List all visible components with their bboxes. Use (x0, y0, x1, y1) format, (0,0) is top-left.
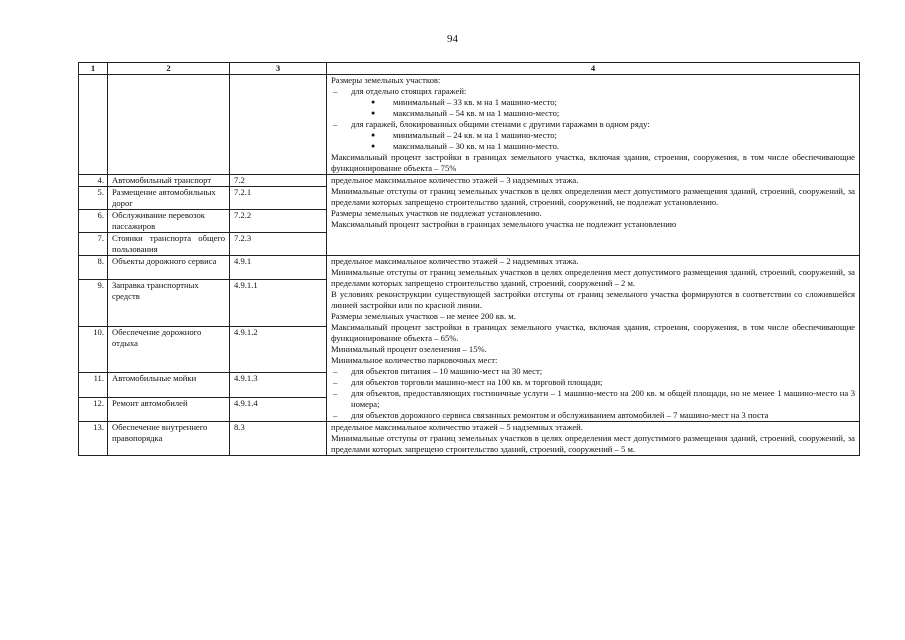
column-header: 4 (327, 63, 860, 75)
number-cell: 10. (79, 326, 108, 373)
table-row (79, 75, 860, 175)
column-header: 1 (79, 63, 108, 75)
code-cell: 7.2.2 (230, 210, 327, 233)
name-cell: Объекты дорожного сервиса (108, 256, 230, 280)
dash-mark: – (333, 410, 338, 420)
regulations-table (78, 62, 860, 456)
code-cell: 4.9.1 (230, 256, 327, 280)
name-cell: Размещение автомобильных дорог (108, 187, 230, 210)
name-cell: Автомобильные мойки (108, 373, 230, 397)
paragraph: предельное максимальное количество этажей – 2 надземных этажа. (331, 256, 579, 266)
bullet-text: максимальный – 30 кв. м на 1 машино-место. (393, 141, 560, 151)
number-cell: 5. (79, 187, 108, 210)
paragraph: Максимальный процент застройки в границах земельного участка, включая здания, строения, сооружения, в том числе обеспечивающие функционирование объекта – 75% (331, 152, 855, 173)
parameters-cell (327, 422, 860, 456)
code-cell: 4.9.1.2 (230, 326, 327, 373)
bullet-item (331, 130, 855, 141)
paragraph: Минимальные отступы от границ земельных участков в целях определения мест допустимого размещения зданий, строений, сооружений, за пределами которых запрещено строительство зданий, строений, сооружений – 2 м. (331, 267, 855, 288)
name-cell: Ремонт автомобилей (108, 397, 230, 421)
bullet-icon: ● (371, 131, 376, 139)
name-cell: Заправка транспортных средств (108, 280, 230, 327)
bullet-item (331, 141, 855, 152)
dash-item (331, 366, 855, 377)
column-header: 3 (230, 63, 327, 75)
table-row (79, 422, 860, 456)
code-cell: 4.9.1.3 (230, 373, 327, 397)
name-cell: Автомобильный транспорт (108, 175, 230, 187)
parameters-cell (327, 256, 860, 422)
paragraph: Размеры земельных участков не подлежат установлению. (331, 208, 542, 218)
table-header-row (79, 63, 860, 75)
paragraph: Размеры земельных участков – не менее 200 кв. м. (331, 311, 516, 321)
dash-text: для объектов питания – 10 машино-мест на 30 мест; (351, 366, 543, 376)
dash-text: для объектов торговли машино-мест на 100 кв. м торговой площади; (351, 377, 603, 387)
paragraph: Минимальные отступы от границ земельных участков в целях определения мест допустимого размещения зданий, строений, сооружений, за пределами которых запрещено строительство зданий, строений, сооружений – 5 м. (331, 433, 855, 454)
bullet-text: максимальный – 54 кв. м на 1 машино-место; (393, 108, 560, 118)
dash-item (331, 119, 855, 130)
name-cell: Обслуживание перевозок пассажиров (108, 210, 230, 233)
bullet-text: минимальный – 33 кв. м на 1 машино-место; (393, 97, 557, 107)
paragraph: Размеры земельных участков: (331, 75, 441, 85)
bullet-item (331, 108, 855, 119)
bullet-text: минимальный – 24 кв. м на 1 машино-место; (393, 130, 557, 140)
number-cell: 4. (79, 175, 108, 187)
code-cell: 7.2 (230, 175, 327, 187)
bullet-icon: ● (371, 109, 376, 117)
dash-mark: – (333, 388, 338, 398)
number-cell: 13. (79, 422, 108, 456)
parameters-cell (327, 175, 860, 256)
number-cell: 11. (79, 373, 108, 397)
number-cell: 8. (79, 256, 108, 280)
number-cell: 7. (79, 233, 108, 256)
name-cell: Стоянки транспорта общего пользования (108, 233, 230, 256)
table-row (79, 256, 860, 280)
paragraph: Максимальный процент застройки в границах земельного участка не подлежит установлению (331, 219, 677, 229)
code-cell: 8.3 (230, 422, 327, 456)
paragraph: Минимальный процент озеленения – 15%. (331, 344, 487, 354)
paragraph: Минимальное количество парковочных мест: (331, 355, 498, 365)
number-cell: 6. (79, 210, 108, 233)
table-row (79, 175, 860, 187)
dash-text: для отдельно стоящих гаражей: (351, 86, 467, 96)
paragraph: предельное максимальное количество этажей – 5 надземных этажей. (331, 422, 583, 432)
paragraph: Максимальный процент застройки в границах земельного участка, включая здания, строения, сооружения, в том числе обеспечивающие функционирование объекта – 65%. (331, 322, 855, 343)
parameters-cell (327, 75, 860, 175)
name-cell: Обеспечение внутреннего правопорядка (108, 422, 230, 456)
code-cell: 7.2.3 (230, 233, 327, 256)
dash-mark: – (333, 377, 338, 387)
name-cell (108, 75, 230, 175)
paragraph: Минимальные отступы от границ земельных участков в целях определения мест допустимого размещения зданий, строений, сооружений, за пределами которых запрещено строительство зданий, строений, сооружений, не подлежат установлению. (331, 186, 855, 207)
number-cell: 9. (79, 280, 108, 327)
number-cell (79, 75, 108, 175)
dash-text: для гаражей, блокированных общими стенами с другими гаражами в одном ряду: (351, 119, 650, 129)
bullet-icon: ● (371, 142, 376, 150)
bullet-icon: ● (371, 98, 376, 106)
dash-item (331, 388, 855, 410)
code-cell: 7.2.1 (230, 187, 327, 210)
dash-item (331, 410, 855, 421)
dash-mark: – (333, 366, 338, 376)
paragraph: предельное максимальное количество этажей – 3 надземных этажа. (331, 175, 579, 185)
number-cell: 12. (79, 397, 108, 421)
dash-mark: – (333, 119, 338, 129)
dash-mark: – (333, 86, 338, 96)
name-cell: Обеспечение дорожного отдыха (108, 326, 230, 373)
bullet-item (331, 97, 855, 108)
dash-item (331, 377, 855, 388)
paragraph: В условиях реконструкции существующей застройки отступы от границ земельного участка формируются в соответствии со сложившейся линией застройки или по красной линии. (331, 289, 855, 310)
page-number: 94 (447, 33, 458, 45)
dash-text: для объектов, предоставляющих гостиничные услуги – 1 машино-место на 200 кв. м общей площади, но не менее 1 машино-место на 3 номера; (351, 388, 855, 409)
dash-item (331, 86, 855, 97)
code-cell: 4.9.1.1 (230, 280, 327, 327)
dash-text: для объектов дорожного сервиса связанных ремонтом и обслуживанием автомобилей – 7 машино-мест на 3 поста (351, 410, 769, 420)
column-header: 2 (108, 63, 230, 75)
code-cell (230, 75, 327, 175)
code-cell: 4.9.1.4 (230, 397, 327, 421)
